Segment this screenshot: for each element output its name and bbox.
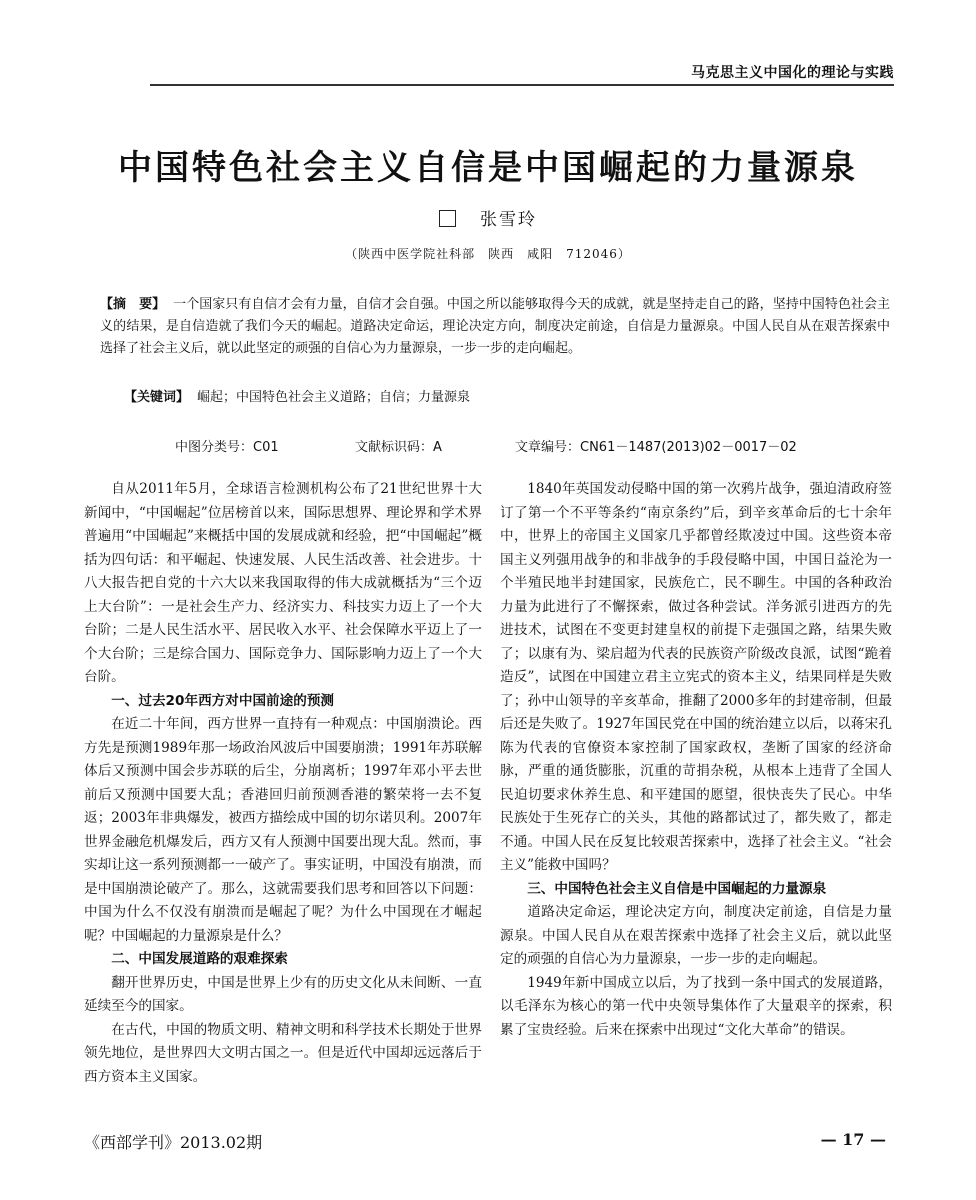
paragraph: 1949年新中国成立以后，为了找到一条中国式的发展道路，以毛泽东为核心的第一代中央领导集体作了大量艰辛的探索，积累了宝贵经验。后来在探索中出现过“文化大革命”的错误。 (500, 974, 892, 1038)
paragraph: 1840年英国发动侵略中国的第一次鸦片战争，强迫清政府签订了第一个不平等条约“南京条约”后，到辛亥革命后的七十余年中，世界上的帝国主义国家几乎都曾经欺凌过中国。这些资本帝国主义列强用战争的和非战争的手段侵略中国，中国日益沦为一个半殖民地半封建国家，民族危亡，民不聊生。中国的各种政治力量为此进行了不懈探索，做过各种尝试。洋务派引进西方的先进技术，试图在不变更封建皇权的前提下走强国之路，结果失败了；以康有为、梁启超为代表的民族资产阶级改良派，试图“跪着造反”，试图在中国建立君主立宪式的资本主义，结果同样是失败了；孙中山领导的辛亥革命，推翻了2000多年的封建帝制，但最后还是失败了。1927年国民党在中国的统治建立以后，以蒋宋孔陈为代表的官僚资本家控制了国家政权，垄断了国家的经济命脉，严重的通货膨胀，沉重的苛捐杂税，从根本上违背了全国人民迫切要求休养生息、和平建国的愿望，很快丧失了民心。中华民族处于生死存亡的关头，其他的路都试过了，都失败了，都走不通。中国人民在反复比较艰苦探索中，选择了社会主义。“社会主义”能救中国吗？ (500, 481, 892, 873)
keywords-text: 崛起；中国特色社会主义道路；自信；力量源泉 (197, 390, 471, 405)
keywords-label: 【关键词】 (124, 390, 190, 405)
left-column (84, 478, 482, 1089)
abstract-label: 【摘 要】 (100, 297, 166, 312)
running-head (150, 62, 894, 86)
right-column (500, 478, 892, 1042)
paragraph: 在古代，中国的物质文明、精神文明和科学技术长期处于世界领先地位，是世界四大文明古国之一。但是近代中国却远远落后于西方资本主义国家。 (84, 1021, 482, 1085)
abstract-text: 一个国家只有自信才会有力量，自信才会自强。中国之所以能够取得今天的成就，就是坚持走自己的路，坚持中国特色社会主义的结果，是自信造就了我们今天的崛起。道路决定命运，理论决定方向，制度决定前途，自信是力量源泉。中国人民自从在艰苦探索中选择了社会主义后，就以此坚定的顽强的自信心为力量源泉，一步一步的走向崛起。 (100, 297, 890, 356)
paragraph: 在近二十年间，西方世界一直持有一种观点：中国崩溃论。西方先是预测1989年那一场政治风波后中国要崩溃；1991年苏联解体后又预测中国会步苏联的后尘，分崩离析；1997年邓小平去世前后又预测中国要大乱；香港回归前预测香港的繁荣将一去不复返；2003年非典爆发，被西方描绘成中国的切尔诺贝利。2007年世界金融危机爆发后，西方又有人预测中国要出现大乱。然而，事实却让这一系列预测都一一破产了。事实证明，中国没有崩溃，而是中国崩溃论破产了。那么，这就需要我们思考和回答以下问题：中国为什么不仅没有崩溃而是崛起了呢？为什么中国现在才崛起呢？中国崛起的力量源泉是什么？ (84, 716, 482, 944)
article-number: 文章编号：CN61－1487(2013)02－0017－02 (515, 440, 797, 455)
paragraph: 道路决定命运，理论决定方向，制度决定前途，自信是力量源泉。中国人民自从在艰苦探索中选择了社会主义后，就以此坚定的顽强的自信心为力量源泉，一步一步的走向崛起。 (500, 904, 892, 967)
running-head-text: 马克思主义中国化的理论与实践 (691, 65, 894, 81)
article-title: 中国特色社会主义自信是中国崛起的力量源泉 (118, 148, 858, 188)
section-heading: 二、中国发展道路的艰难探索 (111, 951, 288, 967)
page-number: — 17 — (820, 1130, 886, 1149)
author-name: 张雪玲 (480, 210, 537, 230)
author-line (0, 205, 976, 230)
paragraph: 翻开世界历史，中国是世界上少有的历史文化从未间断、一直延续至今的国家。 (84, 974, 482, 1014)
section-heading: 三、中国特色社会主义自信是中国崛起的力量源泉 (527, 880, 827, 897)
clc-number: 中图分类号：C01 (175, 440, 279, 455)
affiliation: （陕西中医学院社科部 陕西 咸阳 712046） (345, 247, 631, 261)
journal-footer: 《西部学刊》2013.02期 (84, 1133, 263, 1152)
section-heading: 一、过去20年西方对中国前途的预测 (111, 692, 335, 709)
paragraph: 自从2011年5月，全球语言检测机构公布了21世纪世界十大新闻中，“中国崛起”位居榜首以来，国际思想界、理论界和学术界普遍用“中国崛起”来概括中国的发展成就和经验，把“中国崛起”概括为四句话：和平崛起、快速发展、人民生活改善、社会进步。十八大报告把自党的十六大以来我国取得的伟大成就概括为“三个迈上大台阶”：一是社会生产力、经济实力、科技实力迈上了一个大台阶；二是人民生活水平、居民收入水平、社会保障水平迈上了一个大台阶；三是综合国力、国际竞争力、国际影响力迈上了一个大台阶。 (84, 481, 482, 685)
keywords (124, 387, 890, 409)
abstract (100, 294, 890, 360)
document-code: 文献标识码：A (355, 440, 442, 455)
square-icon (439, 210, 456, 227)
